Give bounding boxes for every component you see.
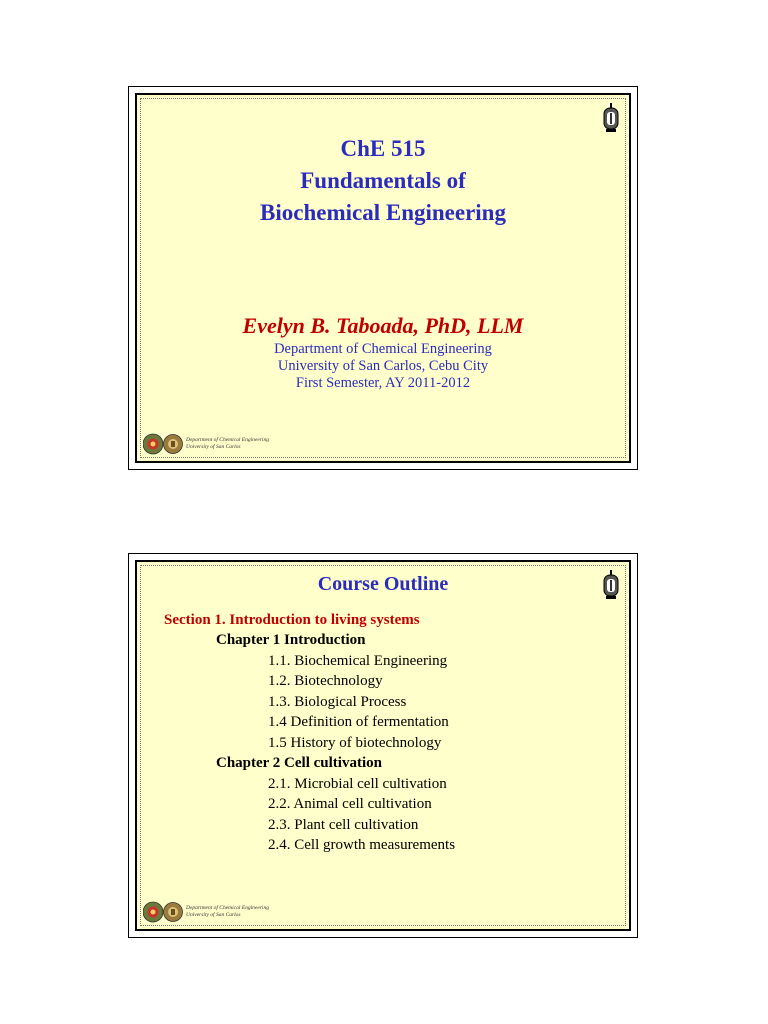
outline-item: 1.4 Definition of fermentation [268, 714, 449, 730]
affiliation-dept: Department of Chemical Engineering [274, 341, 492, 357]
university-seals-icon [143, 433, 183, 455]
course-outline-slide [128, 553, 638, 938]
course-title [137, 133, 629, 229]
outline-title: Course Outline [317, 573, 449, 595]
title-line-1: ChE 515 [340, 136, 426, 161]
university-seals-icon [143, 901, 183, 923]
outline-item: 1.1. Biochemical Engineering [268, 652, 448, 669]
footer-dept: Department of Chemical Engineering [186, 905, 269, 911]
slide-footer [143, 433, 269, 455]
footer-university: University of San Carlos [186, 444, 241, 450]
outline-item: 2.2. Animal cell cultivation [268, 796, 432, 812]
footer-dept: Department of Chemical Engineering [186, 437, 269, 443]
outline-item: 1.3. Biological Process [268, 693, 407, 710]
slide-body [135, 560, 631, 931]
affiliation [137, 341, 629, 392]
author-name: Evelyn B. Taboada, PhD, LLM [242, 313, 524, 338]
outline-item: 1.5 History of biotechnology [268, 734, 442, 751]
slide-body [135, 93, 631, 463]
title-slide [128, 86, 638, 470]
title-line-2: Fundamentals of [300, 168, 466, 193]
affiliation-semester: First Semester, AY 2011-2012 [295, 375, 471, 391]
chapter-1-title: Chapter 1 Introduction [216, 632, 366, 648]
slide-footer [143, 901, 269, 923]
bioreactor-icon [601, 103, 621, 133]
footer-university: University of San Carlos [186, 912, 241, 918]
outline-item: 2.1. Microbial cell cultivation [268, 775, 447, 792]
chapter-2-title: Chapter 2 Cell cultivation [216, 755, 382, 771]
outline-item: 2.4. Cell growth measurements [268, 837, 456, 853]
outline-item: 1.2. Biotechnology [268, 673, 383, 689]
title-line-3: Biochemical Engineering [260, 200, 506, 225]
outline-item: 2.3. Plant cell cultivation [268, 816, 419, 833]
section-heading: Section 1. Introduction to living systems [164, 612, 420, 628]
affiliation-university: University of San Carlos, Cebu City [277, 358, 489, 374]
